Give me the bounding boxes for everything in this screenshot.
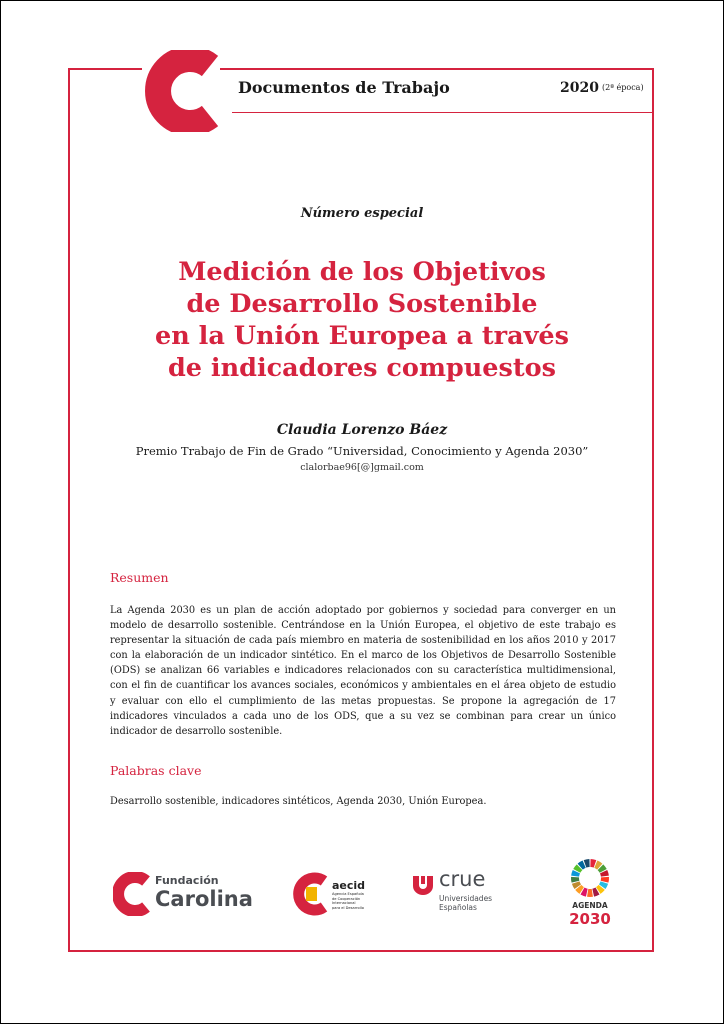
aecid-subtitle bbox=[332, 892, 364, 910]
document-title bbox=[100, 256, 624, 384]
author-award: Premio Trabajo de Fin de Grado “Universidad, Conocimiento y Agenda 2030” bbox=[135, 444, 589, 458]
title-line: Medición de los Objetivos bbox=[178, 257, 546, 287]
aecid-sub-line: para el Desarrollo bbox=[332, 905, 364, 910]
crue-mark-icon bbox=[412, 875, 434, 895]
agenda-label: AGENDA bbox=[572, 901, 608, 910]
red-frame bbox=[68, 68, 654, 952]
issue-year bbox=[560, 80, 644, 96]
aecid-sub-line: Internacional bbox=[332, 901, 356, 906]
year-text: 2020 bbox=[560, 80, 599, 96]
carolina-c-logo-icon bbox=[142, 50, 220, 132]
title-line: de Desarrollo Sostenible bbox=[186, 289, 538, 319]
aecid-sub-line: de Cooperación bbox=[332, 896, 361, 901]
series-title: Documentos de Trabajo bbox=[238, 78, 450, 97]
author-email: clalorbae96[@]gmail.com bbox=[300, 462, 424, 473]
title-line: en la Unión Europea a través bbox=[154, 321, 570, 351]
aecid-logo bbox=[293, 870, 383, 920]
header-divider bbox=[232, 112, 654, 113]
crue-wordmark: crue bbox=[439, 867, 486, 891]
fundacion-c-icon bbox=[113, 872, 151, 916]
crue-subtitle bbox=[439, 894, 492, 912]
fundacion-big-text: Carolina bbox=[155, 887, 253, 911]
title-line: de indicadores compuestos bbox=[167, 353, 557, 383]
aecid-c-icon bbox=[293, 872, 329, 916]
sdg-wheel-segment bbox=[571, 877, 579, 883]
sdg-wheel-segment bbox=[601, 877, 609, 883]
fundacion-small-text: Fundación bbox=[155, 874, 219, 887]
epoch-text: (2ª época) bbox=[601, 83, 644, 92]
sdg-wheel-segment bbox=[587, 889, 593, 897]
aecid-wordmark: aecid bbox=[332, 879, 366, 892]
abstract-text: La Agenda 2030 es un plan de acción adoptado por gobiernos y sociedad para converger en un modelo de desarrollo sostenible. Centrándose en la Unión Europea, el objetivo de este trabajo es representar la situación de cada país miembro en materia de sostenibilidad en los años 2010 y 2017 con la elaboración de un indicador sintético. En el marco de los Objetivos de Desarrollo Sostenible (ODS) se analizan 66 variables e indicadores relacionados con su característica multidimensional, con el fin de cuantificar los avances sociales, económicos y ambientales en el área objeto de estudio y evaluar con ello el cumplimiento de las metas propuestas. Se propone la agregación de 17 indicadores vinculados a cada uno de los ODS, que a su vez se combinan para crear un único indicador de desarrollo sostenible. bbox=[110, 605, 616, 737]
agenda-year: 2030 bbox=[569, 910, 611, 928]
keywords-text: Desarrollo sostenible, indicadores sintéticos, Agenda 2030, Unión Europea. bbox=[110, 796, 487, 807]
author-name: Claudia Lorenzo Báez bbox=[276, 422, 448, 438]
fundacion-wordmark bbox=[155, 875, 253, 911]
sdg-wheel-icon bbox=[570, 858, 610, 898]
crue-logo bbox=[410, 867, 510, 919]
aecid-sub-line: Agencia Española bbox=[332, 892, 364, 896]
crue-sub-line: Españolas bbox=[439, 903, 477, 912]
agenda-2030-logo bbox=[562, 858, 618, 930]
abstract-heading: Resumen bbox=[110, 570, 169, 585]
special-issue-label: Número especial bbox=[300, 206, 424, 221]
fundacion-carolina-logo bbox=[113, 871, 253, 917]
keywords-heading: Palabras clave bbox=[110, 763, 202, 778]
crue-sub-line: Universidades bbox=[439, 894, 493, 903]
